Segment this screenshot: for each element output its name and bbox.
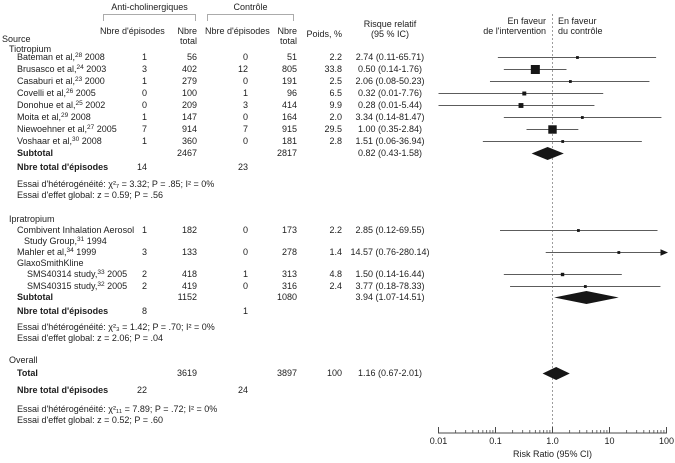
source-column-header: Source [2,34,31,44]
reference-superscript: 33 [97,269,105,276]
cell-risk-ratio: 1.51 (0.06-36.94) [355,136,425,146]
point-estimate-marker [548,125,556,133]
cell-total-anticholinergics: 3619 [176,368,197,378]
favour-control-label: En faveur [558,16,597,26]
total-column-header-control: Nbre [277,26,297,36]
reference-superscript: 31 [77,236,85,243]
x-axis-tick-label: 0.01 [429,436,448,446]
cell-total-anticholinergics: 182 [181,225,197,235]
cell-risk-ratio: 0.32 (0.01-7.76) [357,88,423,98]
cell-risk-ratio: 0.82 (0.43-1.58) [357,148,423,158]
cell-episodes-control: 7 [242,124,248,134]
column-group-bracket [103,14,196,21]
cell-episodes-control: 1 [242,88,248,98]
cell-total-anticholinergics: 279 [181,76,197,86]
study-label [17,64,106,75]
cell-episodes-anticholinergics: 1 [141,225,147,235]
reference-superscript: 25 [75,100,83,107]
cell-risk-ratio: 1.50 (0.14-16.44) [355,269,425,279]
cell-episodes-anticholinergics: 1 [141,76,147,86]
study-label [17,247,96,258]
column-group-bracket [207,14,294,21]
cell-total-control: 1080 [276,292,297,302]
cell-episodes-control: 23 [237,162,248,172]
study-label-year: 2008 [68,112,91,122]
study-label-text: Covelli et al, [17,88,67,98]
study-label-text: SMS40315 study, [27,281,98,291]
cell-weight: 4.8 [329,269,342,279]
cell-episodes-control: 0 [242,112,248,122]
cell-episodes-anticholinergics: 3 [141,64,147,74]
study-label [17,52,105,63]
cell-total-control: 278 [281,247,297,257]
point-estimate-marker [581,116,584,119]
episodes-total-label: Nbre total d'épisodes [17,385,109,395]
x-axis-tick-label: 100 [658,436,675,446]
reference-superscript: 24 [76,64,84,71]
point-estimate-marker [561,273,564,276]
point-estimate-marker [584,285,587,288]
cell-episodes-anticholinergics: 22 [136,385,147,395]
cell-risk-ratio: 0.50 (0.14-1.76) [357,64,423,74]
cell-total-control: 805 [281,64,297,74]
reference-superscript: 30 [72,136,80,143]
cell-total-anticholinergics: 100 [181,88,197,98]
cell-episodes-anticholinergics: 2 [141,269,147,279]
cell-total-control: 3897 [276,368,297,378]
cell-risk-ratio: 3.34 (0.14-81.47) [355,112,425,122]
reference-superscript: 23 [75,76,83,83]
point-estimate-marker [617,251,620,254]
study-label-text: Study Group, [24,236,78,246]
study-label [17,112,91,123]
cell-total-anticholinergics: 56 [186,52,197,62]
cell-total-anticholinergics: 914 [181,124,197,134]
study-label-line2 [24,236,107,247]
effect-test-stat: Essai d'effet global: z = 0.52; P = .60 [17,415,163,425]
cell-total-anticholinergics: 147 [181,112,197,122]
x-axis-title: Risk Ratio (95% CI) [512,449,593,459]
cell-episodes-anticholinergics: 8 [141,306,147,316]
subtotal-diamond [554,291,619,304]
cell-risk-ratio: 3.94 (1.07-14.51) [355,292,425,302]
cell-weight: 29.5 [324,124,342,134]
total-label: Total [17,368,38,378]
study-label-year: 2005 [104,281,128,291]
effect-test-stat: Essai d'effet global: z = 0.59; P = .56 [17,190,163,200]
cell-risk-ratio: 14.57 (0.76-280.14) [350,247,430,257]
cell-total-control: 316 [281,281,297,291]
study-label [17,100,105,111]
cell-episodes-anticholinergics: 1 [141,136,147,146]
cell-episodes-anticholinergics: 7 [141,124,147,134]
cell-risk-ratio: 2.85 (0.12-69.55) [355,225,425,235]
study-label-year: 2008 [82,52,105,62]
study-label-year: 2008 [79,136,102,146]
section-label: Ipratropium [9,214,55,224]
cell-total-control: 915 [281,124,297,134]
reference-superscript: 34 [66,247,74,254]
cell-weight: 100 [326,368,342,378]
weight-column-header: Poids, % [306,29,342,39]
reference-superscript: 27 [87,124,95,131]
x-axis-tick-label: 1.0 [546,436,559,446]
cell-risk-ratio: 3.77 (0.18-78.33) [355,281,425,291]
cell-total-anticholinergics: 402 [181,64,197,74]
cell-weight: 6.5 [329,88,342,98]
episodes-column-header-control: Nbre d'épisodes [205,26,270,36]
study-label-text: Casaburi et al, [17,76,76,86]
heterogeneity-stat: Essai d'hétérogénéité: χ²₁₁ = 7.89; P = .72; I² = 0% [17,404,218,414]
cell-risk-ratio: 0.28 (0.01-5.44) [357,100,423,110]
heterogeneity-stat: Essai d'hétérogénéité: χ²₇ = 3.32; P = .85; I² = 0% [17,179,215,189]
column-group-control: Contrôle [233,2,268,12]
cell-episodes-control: 3 [242,100,248,110]
study-label-text: Combivent Inhalation Aerosol [17,225,135,235]
reference-superscript: 26 [66,88,74,95]
study-label-text: SMS40314 study, [27,269,98,279]
study-label-year: 2005 [73,88,96,98]
study-label [17,88,96,99]
cell-total-control: 313 [281,269,297,279]
cell-total-control: 191 [281,76,297,86]
reference-superscript: 29 [61,112,69,119]
section-label: Tiotropium [9,44,52,54]
favour-control-label: du contrôle [558,26,603,36]
cell-total-control: 51 [286,52,297,62]
cell-weight: 9.9 [329,100,342,110]
study-label-text: Mahler et al, [17,247,67,257]
cell-total-anticholinergics: 418 [181,269,197,279]
study-label-year: 2000 [82,76,105,86]
cell-weight: 2.4 [329,281,342,291]
cell-episodes-control: 0 [242,52,248,62]
cell-weight: 1.4 [329,247,342,257]
cell-total-control: 181 [281,136,297,146]
study-label-text: Donohue et al, [17,100,76,110]
cell-risk-ratio: 2.06 (0.08-50.23) [355,76,425,86]
cell-episodes-anticholinergics: 14 [136,162,147,172]
point-estimate-marker [561,140,564,143]
subtotal-diamond [532,147,564,160]
x-axis-tick-label: 0.1 [489,436,502,446]
subtotal-label: Subtotal [17,292,53,302]
point-estimate-marker [576,56,579,59]
point-estimate-marker [531,65,540,74]
study-label-year: 2003 [83,64,107,74]
reference-superscript: 28 [75,52,83,59]
point-estimate-marker [522,92,526,96]
favour-intervention-label: de l'intervention [483,26,546,36]
cell-risk-ratio: 2.74 (0.11-65.71) [355,52,425,62]
cell-risk-ratio: 1.00 (0.35-2.84) [357,124,423,134]
cell-weight: 2.8 [329,136,342,146]
cell-total-anticholinergics: 133 [181,247,197,257]
cell-total-anticholinergics: 360 [181,136,197,146]
cell-episodes-control: 24 [237,385,248,395]
study-label-year: 1999 [73,247,97,257]
cell-total-control: 414 [281,100,297,110]
cell-total-anticholinergics: 2467 [176,148,197,158]
cell-episodes-anticholinergics: 2 [141,281,147,291]
study-label-year: 2005 [104,269,128,279]
subgroup-label: GlaxoSmithKline [17,258,84,268]
cell-episodes-control: 0 [242,136,248,146]
column-group-anticholinergics: Anti-cholinergiques [111,2,188,12]
cell-episodes-control: 0 [242,247,248,257]
episodes-total-label: Nbre total d'épisodes [17,306,109,316]
cell-total-anticholinergics: 209 [181,100,197,110]
study-label [17,136,102,147]
cell-total-anticholinergics: 419 [181,281,197,291]
cell-weight: 2.5 [329,76,342,86]
cell-risk-ratio: 1.16 (0.67-2.01) [357,368,423,378]
section-label: Overall [9,355,38,365]
heterogeneity-stat: Essai d'hétérogénéité: χ²₃ = 1.42; P = .70; I² = 0% [17,322,215,332]
reference-superscript: 32 [97,281,105,288]
cell-episodes-control: 1 [242,269,248,279]
point-estimate-marker [519,103,524,108]
cell-weight: 2.2 [329,225,342,235]
cell-total-control: 173 [281,225,297,235]
cell-episodes-control: 0 [242,76,248,86]
study-label-text: Voshaar et al, [17,136,73,146]
cell-total-control: 2817 [276,148,297,158]
risk-ratio-column-header: (95 % IC) [370,29,409,39]
cell-episodes-control: 0 [242,225,248,235]
cell-episodes-anticholinergics: 0 [141,100,147,110]
cell-episodes-control: 12 [237,64,248,74]
cell-episodes-anticholinergics: 1 [141,52,147,62]
study-label [17,76,105,87]
overall-diamond [543,367,570,380]
cell-episodes-anticholinergics: 3 [141,247,147,257]
cell-episodes-control: 1 [242,306,248,316]
cell-weight: 2.2 [329,52,342,62]
cell-episodes-control: 0 [242,281,248,291]
study-label-text: Brusasco et al, [17,64,77,74]
ci-arrowhead [661,249,669,256]
study-label-text: Moita et al, [17,112,62,122]
cell-episodes-anticholinergics: 1 [141,112,147,122]
cell-weight: 33.8 [324,64,342,74]
study-label-year: 2002 [82,100,106,110]
cell-episodes-anticholinergics: 0 [141,88,147,98]
favour-intervention-label: En faveur [507,16,546,26]
total-column-header-control: total [279,36,297,46]
point-estimate-marker [569,80,572,83]
point-estimate-marker [577,229,580,232]
study-label-year: 1994 [84,236,107,246]
cell-weight: 2.0 [329,112,342,122]
study-label-text: Bateman et al, [17,52,76,62]
total-column-header-anticholinergics: total [179,36,197,46]
cell-total-control: 164 [281,112,297,122]
cell-total-anticholinergics: 1152 [177,292,197,302]
study-label-text: Niewoehner et al, [17,124,88,134]
episodes-total-label: Nbre total d'épisodes [17,162,109,172]
episodes-column-header-anticholinergics: Nbre d'épisodes [100,26,165,36]
study-label-year: 2005 [94,124,117,134]
total-column-header-anticholinergics: Nbre [177,26,197,36]
x-axis-tick-label: 10 [604,436,615,446]
cell-total-control: 96 [286,88,297,98]
subtotal-label: Subtotal [17,148,53,158]
effect-test-stat: Essai d'effet global: z = 2.06; P = .04 [17,333,163,343]
risk-ratio-column-header: Risque relatif [363,19,417,29]
